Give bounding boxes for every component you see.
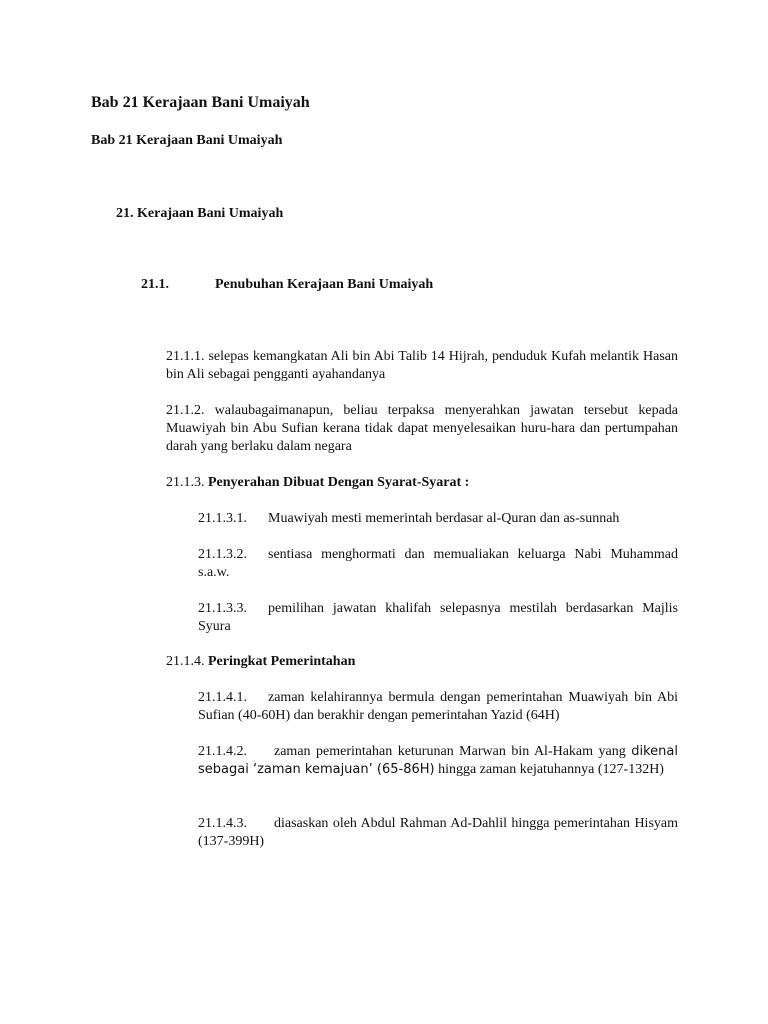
list-item-text: diasaskan oleh Abdul Rahman Ad-Dahlil hingga pemerintahan Hisyam (137-399H) <box>198 816 678 849</box>
paragraph-text: selepas kemangkatan Ali bin Abi Talib 14 Hijrah, penduduk Kufah melantik Hasan bin Ali sebagai pengganti ayahandanya <box>166 349 678 382</box>
paragraph-21-1-1 <box>166 348 678 384</box>
list-item-text: Muawiyah mesti memerintah berdasar al-Quran dan as-sunnah <box>268 511 620 526</box>
section-title: Penubuhan Kerajaan Bani Umaiyah <box>215 277 434 292</box>
list-item-number: 21.1.3.1. <box>198 511 247 526</box>
list-item-21-1-4-3 <box>198 815 678 851</box>
chapter-heading: 21. Kerajaan Bani Umaiyah <box>116 206 284 221</box>
list-item-text: zaman pemerintahan keturunan Marwan bin Al-Hakam yang <box>274 744 632 759</box>
list-item-21-1-4-1 <box>198 689 678 725</box>
list-item-text: zaman kelahirannya bermula dengan pemerintahan Muawiyah bin Abi Sufian (40-60H) dan berakhir dengan pemerintahan Yazid (64H) <box>198 690 678 723</box>
list-item-number: 21.1.4.3. <box>198 816 247 831</box>
list-item-text-end: hingga zaman kejatuhannya (127-132H) <box>434 762 664 777</box>
list-item-number: 21.1.4.1. <box>198 690 247 705</box>
list-item-number: 21.1.3.2. <box>198 547 247 562</box>
list-item-21-1-3-1 <box>198 510 678 528</box>
paragraph-number: 21.1.1. <box>166 349 205 364</box>
document-title: Bab 21 Kerajaan Bani Umaiyah <box>91 94 310 111</box>
section-number: 21.1. <box>141 277 169 292</box>
paragraph-heading: Peringkat Pemerintahan <box>208 654 356 669</box>
list-item-quote-text: dikenal sebagai ‘zaman kemajuan’ (65-86H) <box>198 744 678 777</box>
list-item-number: 21.1.4.2. <box>198 744 247 759</box>
paragraph-21-1-2 <box>166 402 678 456</box>
list-item-21-1-4-2 <box>198 743 678 779</box>
paragraph-21-1-4 <box>166 653 678 671</box>
paragraph-text: walaubagaimanapun, beliau terpaksa menyerahkan jawatan tersebut kepada Muawiyah bin Abu Sufian kerana tidak dapat menyelesaikan huru-hara dan pertumpahan darah yang berlaku dalam negara <box>166 403 678 454</box>
paragraph-heading: Penyerahan Dibuat Dengan Syarat-Syarat : <box>208 475 470 490</box>
paragraph-number: 21.1.3. <box>166 475 205 490</box>
list-item-text: pemilihan jawatan khalifah selepasnya mestilah berdasarkan Majlis Syura <box>198 601 678 634</box>
document-subtitle: Bab 21 Kerajaan Bani Umaiyah <box>91 133 283 148</box>
list-item-number: 21.1.3.3. <box>198 601 247 616</box>
paragraph-number: 21.1.4. <box>166 654 205 669</box>
paragraph-number: 21.1.2. <box>166 403 205 418</box>
list-item-21-1-3-2 <box>198 546 678 582</box>
list-item-21-1-3-3 <box>198 600 678 636</box>
list-item-text: sentiasa menghormati dan memualiakan keluarga Nabi Muhammad s.a.w. <box>198 547 678 580</box>
paragraph-21-1-3 <box>166 474 678 492</box>
